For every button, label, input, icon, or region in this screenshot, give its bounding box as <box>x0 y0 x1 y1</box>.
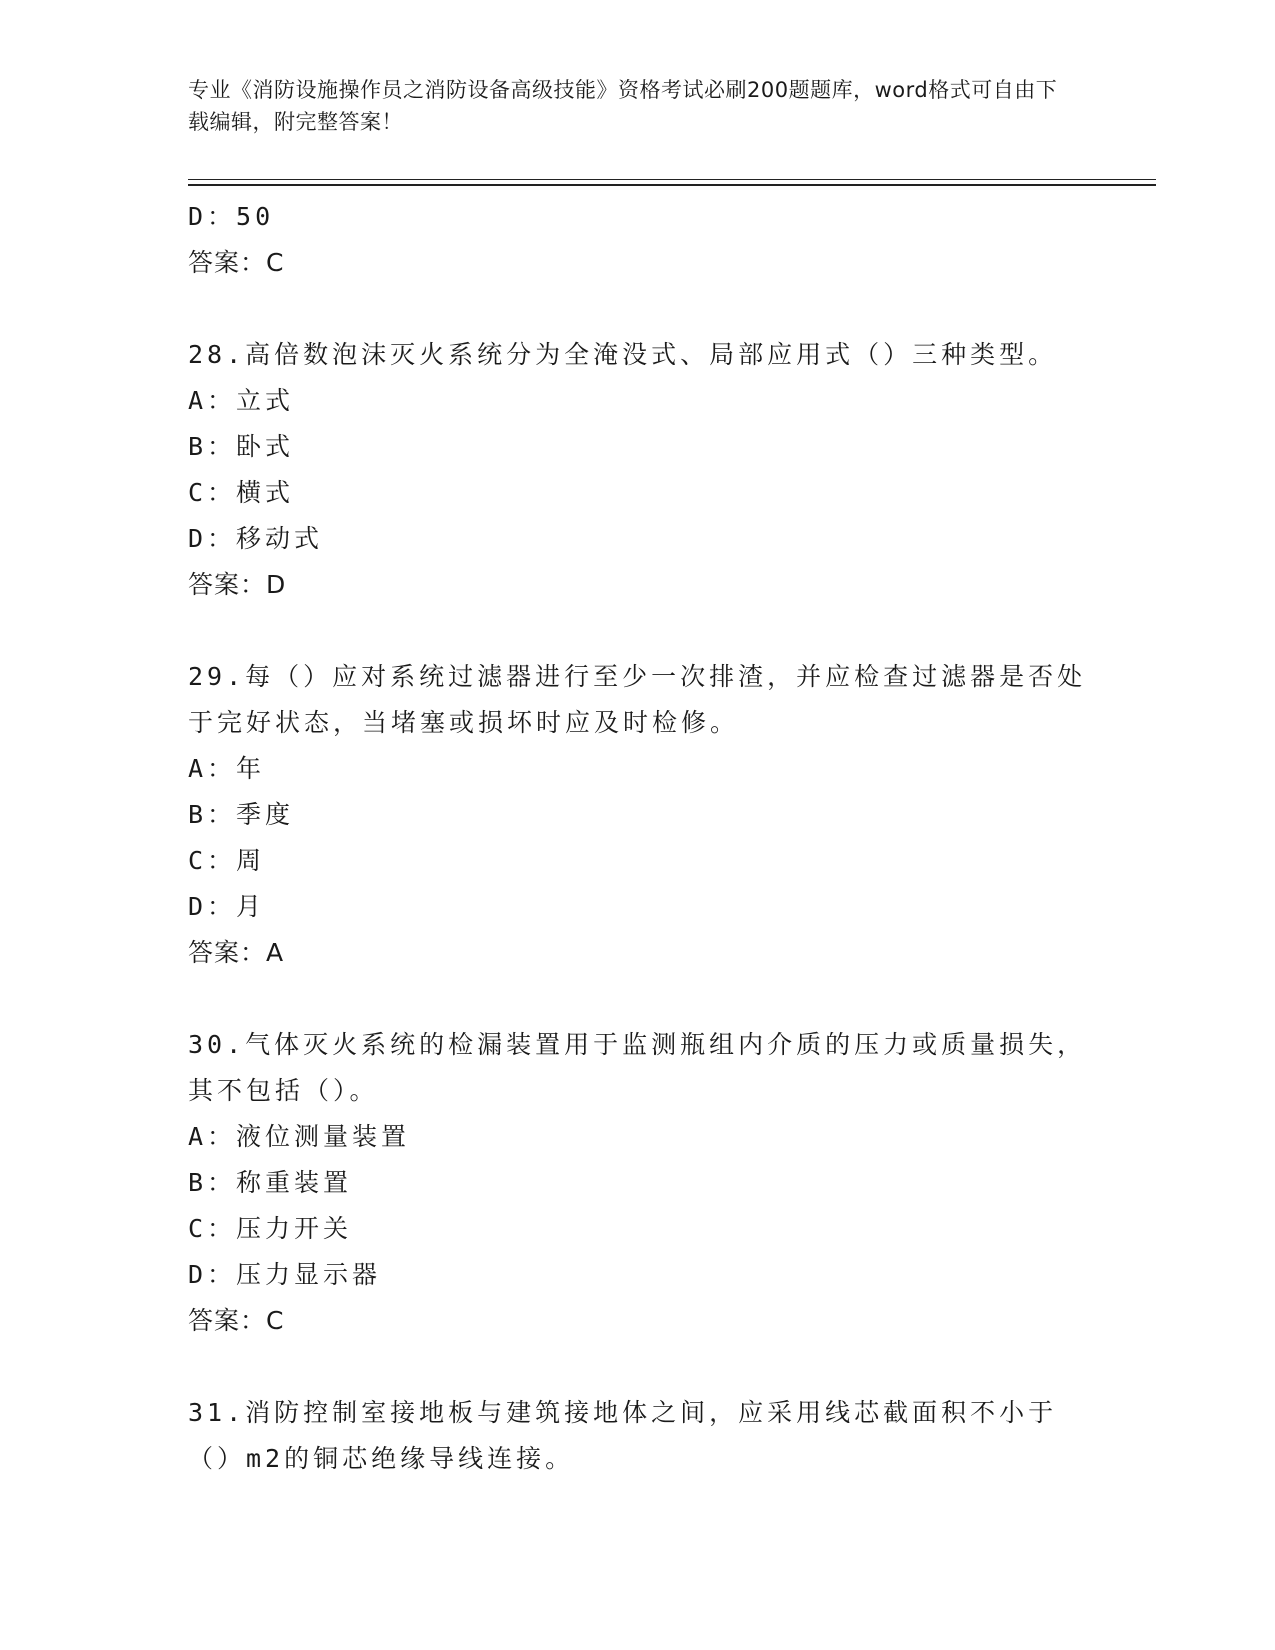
answer-line: 答案：C <box>188 248 285 277</box>
option-a: A：年 <box>188 754 266 783</box>
question-29 <box>188 654 1088 976</box>
option-b: B：卧式 <box>188 432 295 461</box>
question-31 <box>188 1390 1088 1482</box>
answer-line: 答案：A <box>188 938 285 967</box>
question-28 <box>188 332 1088 608</box>
option-d: D：月 <box>188 892 266 921</box>
question-stem: 30.气体灭火系统的检漏装置用于监测瓶组内介质的压力或质量损失，其不包括（）。 <box>188 1030 1087 1105</box>
option-a: A：立式 <box>188 386 295 415</box>
option-c: C：横式 <box>188 478 295 507</box>
question-stem: 29.每（）应对系统过滤器进行至少一次排渣，并应检查过滤器是否处于完好状态，当堵塞或损坏时应及时检修。 <box>188 662 1087 737</box>
option-b: B：季度 <box>188 800 295 829</box>
document-header <box>188 74 1068 138</box>
question-stem: 28.高倍数泡沫灭火系统分为全淹没式、局部应用式（）三种类型。 <box>188 340 1058 369</box>
answer-line: 答案：D <box>188 570 287 599</box>
question-30 <box>188 1022 1088 1344</box>
previous-question-tail <box>188 194 1088 286</box>
header-divider-thick <box>188 184 1156 186</box>
option-b: B：称重装置 <box>188 1168 353 1197</box>
option-d: D：50 <box>188 202 275 231</box>
question-list <box>188 194 1088 1482</box>
option-d: D：移动式 <box>188 524 324 553</box>
question-stem: 31.消防控制室接地板与建筑接地体之间，应采用线芯截面积不小于（）m2的铜芯绝缘导线连接。 <box>188 1398 1058 1473</box>
document-title: 专业《消防设施操作员之消防设备高级技能》资格考试必刷200题题库，word格式可自由下载编辑，附完整答案！ <box>188 78 1058 134</box>
option-d: D：压力显示器 <box>188 1260 382 1289</box>
option-a: A：液位测量装置 <box>188 1122 411 1151</box>
option-c: C：压力开关 <box>188 1214 353 1243</box>
option-c: C：周 <box>188 846 266 875</box>
header-divider-thin <box>188 179 1156 180</box>
answer-line: 答案：C <box>188 1306 285 1335</box>
